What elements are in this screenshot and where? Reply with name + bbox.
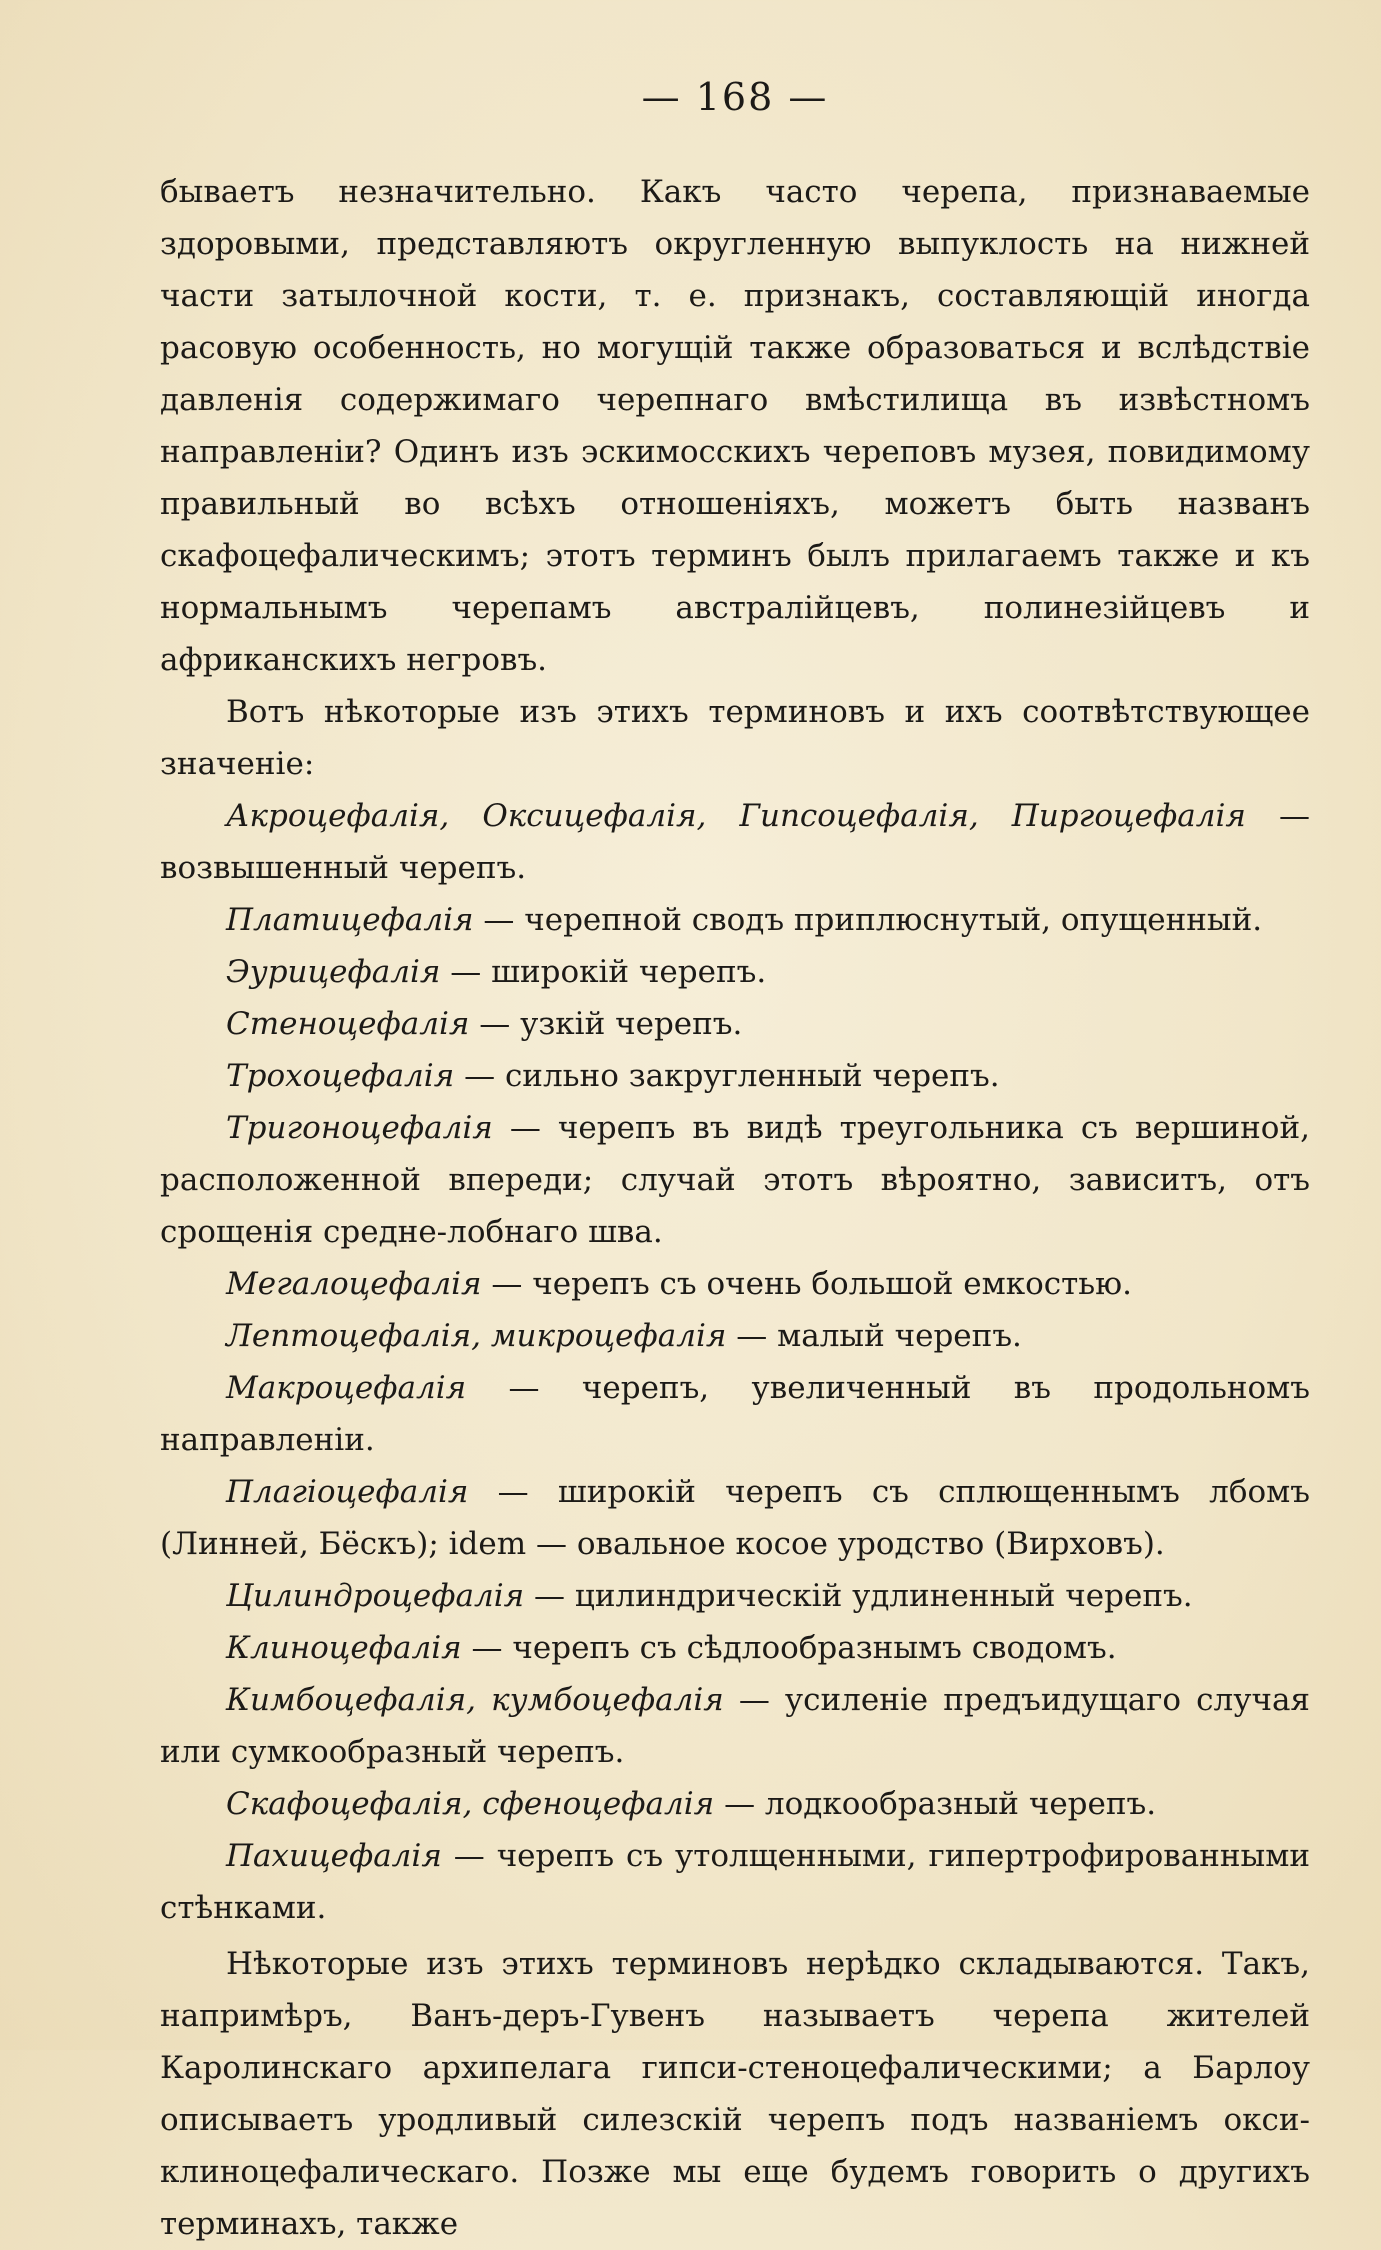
term-entry bbox=[160, 1362, 1310, 1466]
term-definition: — черепной сводъ приплюснутый, опущенный. bbox=[473, 902, 1263, 938]
term-definition: — черепъ, увеличенный въ продольномъ направленіи. bbox=[160, 1370, 1310, 1458]
term-definition: — узкій черепъ. bbox=[469, 1006, 743, 1042]
term-entry bbox=[160, 1570, 1310, 1622]
term-definition: — возвышенный черепъ. bbox=[160, 798, 1310, 886]
term-entry bbox=[160, 1102, 1310, 1258]
term-entry bbox=[160, 1466, 1310, 1570]
term-name: Скафоцефалія, сфеноцефалія bbox=[226, 1786, 715, 1822]
term-entry bbox=[160, 790, 1310, 894]
term-name: Трохоцефалія bbox=[226, 1058, 455, 1094]
term-definition: — широкій черепъ. bbox=[440, 954, 767, 990]
term-name: Цилиндроцефалія bbox=[226, 1578, 525, 1614]
term-name: Макроцефалія bbox=[226, 1370, 467, 1406]
paragraph-compound-terms: Нѣкоторые изъ этихъ терминовъ нерѣдко складываются. Такъ, напримѣръ, Ванъ-деръ-Гувенъ называетъ черепа жителей Каролинскаго архипелага гипси-стеноцефалическими; а Барлоу описываетъ уродливый силезскій черепъ подъ названіемъ окси-клиноцефалическаго. Позже мы еще будемъ говорить о другихъ терминахъ, также bbox=[160, 1946, 1310, 2242]
term-name: Пахицефалія bbox=[226, 1838, 442, 1874]
term-definition: — черепъ съ очень большой емкостью. bbox=[481, 1266, 1132, 1302]
term-definition: — черепъ съ утолщенными, гипертрофированными стѣнками. bbox=[160, 1838, 1310, 1926]
term-name: Стеноцефалія bbox=[226, 1006, 470, 1042]
term-definition: — лодкообразный черепъ. bbox=[714, 1786, 1157, 1822]
term-entry bbox=[160, 1778, 1310, 1830]
term-list bbox=[160, 790, 1310, 1934]
term-entry bbox=[160, 1830, 1310, 1934]
term-entry bbox=[160, 998, 1310, 1050]
term-definition: — широкій черепъ съ сплющеннымъ лбомъ (Линней, Бёскъ); idem — овальное косое уродство (Вирховъ). bbox=[160, 1474, 1310, 1562]
page-content bbox=[160, 72, 1310, 2250]
term-entry bbox=[160, 1050, 1310, 1102]
term-entry bbox=[160, 946, 1310, 998]
term-name: Клиноцефалія bbox=[226, 1630, 462, 1666]
term-definition: — сильно закругленный черепъ. bbox=[454, 1058, 1000, 1094]
term-entry bbox=[160, 1622, 1310, 1674]
term-entry bbox=[160, 894, 1310, 946]
term-definition: — черепъ съ сѣдлообразнымъ сводомъ. bbox=[461, 1630, 1117, 1666]
term-name: Тригоноцефалія bbox=[226, 1110, 493, 1146]
term-name: Кимбоцефалія, кумбоцефалія bbox=[226, 1682, 724, 1718]
term-entry bbox=[160, 1310, 1310, 1362]
term-definition: — малый черепъ. bbox=[726, 1318, 1022, 1354]
term-entry bbox=[160, 1258, 1310, 1310]
term-name: Акроцефалія, Оксицефалія, Гипсоцефалія, Пиргоцефалія bbox=[226, 798, 1246, 834]
term-name: Мегалоцефалія bbox=[226, 1266, 482, 1302]
term-definition: — черепъ въ видѣ треугольника съ вершиной, расположенной впереди; случай этотъ вѣроятно, зависитъ, отъ срощенія средне-лобнаго шва. bbox=[160, 1110, 1310, 1250]
paragraph-continuation: бываетъ незначительно. Какъ часто черепа, признаваемые здоровыми, представляютъ округленную выпуклость на нижней части затылочной кости, т. е. признакъ, составляющій иногда расовую особенность, но могущій также образоваться и вслѣдствіе давленія содержимаго черепнаго вмѣстилища въ извѣстномъ направленіи? Одинъ изъ эскимосскихъ череповъ музея, повидимому правильный во всѣхъ отношеніяхъ, можетъ быть названъ скафоцефалическимъ; этотъ терминъ былъ прилагаемъ также и къ нормальнымъ черепамъ австралійцевъ, полинезійцевъ и африканскихъ негровъ. bbox=[160, 174, 1310, 678]
term-name: Лептоцефалія, микроцефалія bbox=[226, 1318, 727, 1354]
paragraph-terms-intro: Вотъ нѣкоторые изъ этихъ терминовъ и ихъ соотвѣтствующее значеніе: bbox=[160, 694, 1310, 782]
term-name: Платицефалія bbox=[226, 902, 474, 938]
term-name: Эурицефалія bbox=[226, 954, 441, 990]
term-definition: — усиленіе предъидущаго случая или сумкообразный черепъ. bbox=[160, 1682, 1310, 1770]
term-name: Плагіоцефалія bbox=[226, 1474, 469, 1510]
term-definition: — цилиндрическій удлиненный черепъ. bbox=[524, 1578, 1193, 1614]
page-number: — 168 — bbox=[641, 75, 829, 119]
term-entry bbox=[160, 1674, 1310, 1778]
